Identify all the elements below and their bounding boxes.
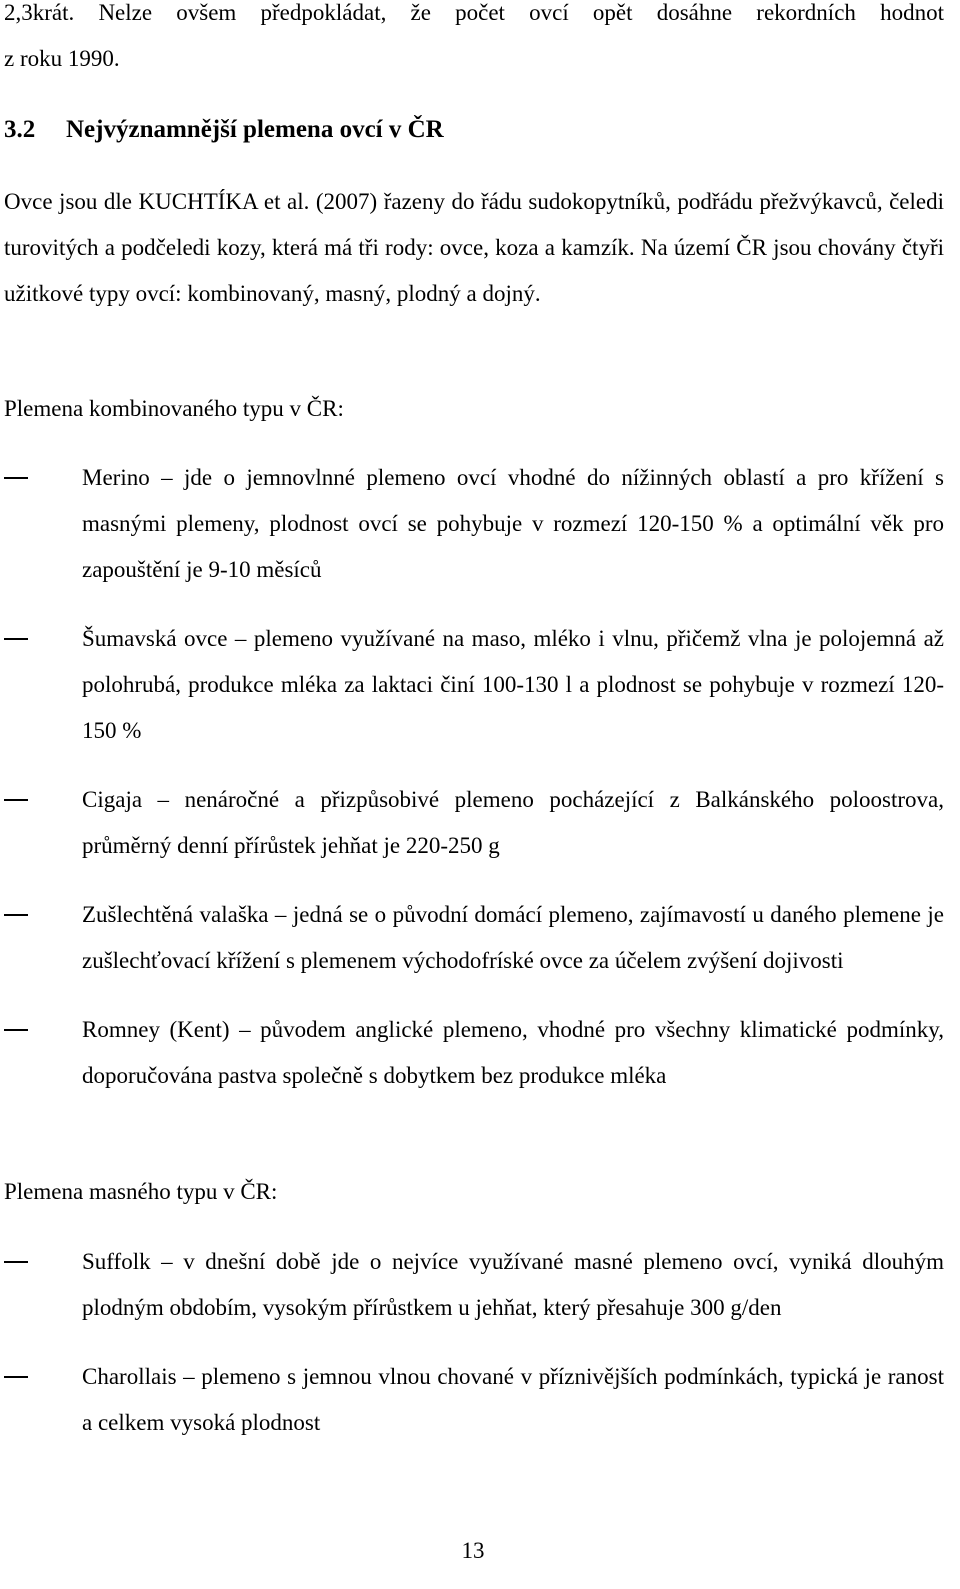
list-item [4,1007,944,1099]
section-heading [4,107,444,153]
meat-breeds-list [4,1239,944,1446]
list-item [4,455,944,593]
list-item-text: Zušlechtěná valaška – jedná se o původní domácí plemeno, zajímavostí u daného plemene je zušlechťovací křížení s plemenem východofríské ovce za účelem zvýšení dojivosti [82,902,944,973]
list-item-text: Charollais – plemeno s jemnou vlnou chované v příznivějších podmínkách, typická je ranost a celkem vysoká plodnost [82,1364,944,1435]
dash-bullet [4,914,28,916]
list-item-text: Romney (Kent) – původem anglické plemeno, vhodné pro všechny klimatické podmínky, doporučována pastva společně s dobytkem bez produkce mléka [82,1017,944,1088]
list-item-text: Suffolk – v dnešní době jde o nejvíce využívané masné plemeno ovcí, vyniká dlouhým plodným obdobím, vysokým přírůstkem u jehňat, který přesahuje 300 g/den [82,1249,944,1320]
page-number: 13 [461,1538,485,1563]
intro-line-2: z roku 1990. [4,46,120,71]
intro-line-1: 2,3krát. Nelze ovšem předpokládat, že počet ovcí opět dosáhne rekordních hodnot [4,0,944,25]
combined-section-title: Plemena kombinovaného typu v ČR: [4,396,344,421]
dash-bullet [4,1261,28,1263]
list-item [4,892,944,984]
meat-section-title: Plemena masného typu v ČR: [4,1179,278,1204]
list-item [4,1354,944,1446]
dash-bullet [4,1376,28,1378]
list-item-text: Cigaja – nenáročné a přizpůsobivé plemeno pocházející z Balkánského poloostrova, průměrný denní přírůstek jehňat je 220-250 g [82,787,944,858]
section-heading-title: Nejvýznamnější plemena ovcí v ČR [66,116,444,143]
combined-breeds-list [4,455,944,1099]
list-item [4,777,944,869]
list-item-text: Merino – jde o jemnovlnné plemeno ovcí vhodné do nížinných oblastí a pro křížení s masnými plemeny, plodnost ovcí se pohybuje v rozmezí 120-150 % a optimální věk pro zapouštění je 9-10 měsíců [82,465,944,582]
dash-bullet [4,1029,28,1031]
section-heading-number: 3.2 [4,116,36,143]
dash-bullet [4,477,28,479]
list-item [4,1239,944,1331]
intro-paragraph: Ovce jsou dle KUCHTÍKA et al. (2007) řazeny do řádu sudokopytníků, podřádu přežvýkavců, čeledi turovitých a podčeledi kozy, která má tři rody: ovce, koza a kamzík. Na území ČR jsou chovány čtyři užitkové typy ovcí: kombinovaný, masný, plodný a dojný. [4,189,944,306]
dash-bullet [4,799,28,801]
list-item [4,616,944,754]
dash-bullet [4,638,28,640]
list-item-text: Šumavská ovce – plemeno využívané na maso, mléko i vlnu, přičemž vlna je polojemná až polohrubá, produkce mléka za laktaci činí 100-130 l a plodnost se pohybuje v rozmezí 120-150 % [82,626,944,743]
